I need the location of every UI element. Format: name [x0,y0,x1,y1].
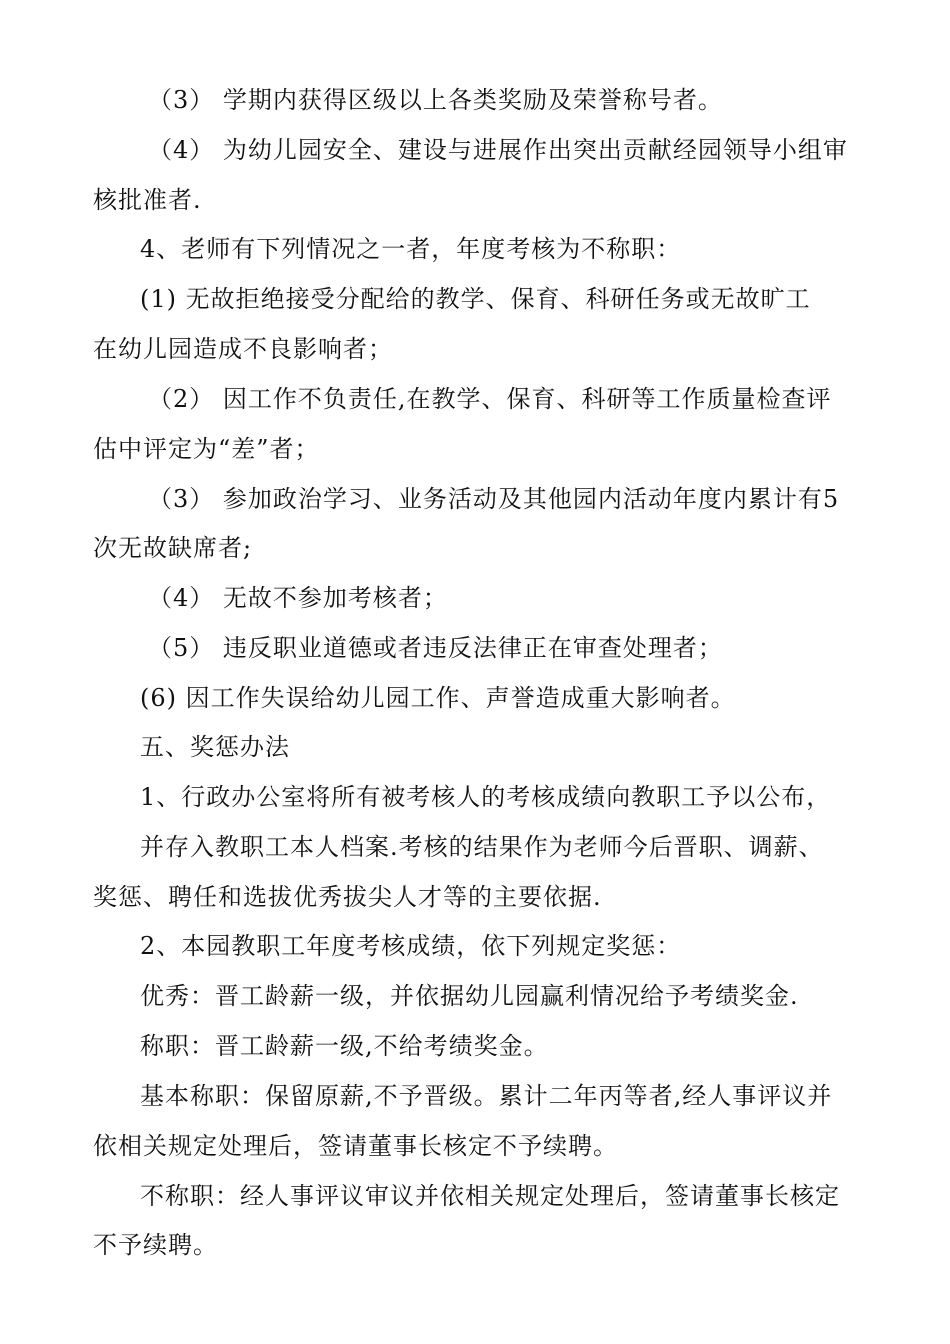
paragraph-line: 次无故缺席者; [93,534,253,562]
paragraph-line: 在幼儿园造成不良影响者； [93,335,393,363]
paragraph-line: 并存入教职工本人档案.考核的结果作为老师今后晋职、调薪、 [140,833,824,861]
paragraph-line: 2、本园教职工年度考核成绩，依下列规定奖惩： [140,932,682,960]
paragraph-line: 依相关规定处理后，签请董事长核定不予续聘。 [93,1132,618,1160]
paragraph-line: 估中评定为“差”者； [93,435,320,463]
paragraph-line: 基本称职：保留原薪,不予晋级。累计二年丙等者,经人事评议并 [140,1082,833,1110]
paragraph-line: 优秀：晋工龄薪一级，并依据幼儿园赢利情况给予考绩奖金. [140,982,799,1010]
paragraph-line: 称职：晋工龄薪一级,不给考绩奖金。 [140,1032,549,1060]
paragraph-line: （4） 无故不参加考核者； [148,584,448,612]
paragraph-line: 4、老师有下列情况之一者，年度考核为不称职： [140,235,682,263]
paragraph-line: （2） 因工作不负责任,在教学、保育、科研等工作质量检查评 [148,385,832,413]
paragraph-line: （3） 学期内获得区级以上各类奖励及荣誉称号者。 [148,86,723,114]
paragraph-line: （5） 违反职业道德或者违反法律正在审查处理者； [148,634,723,662]
paragraph-line: 1、行政办公室将所有被考核人的考核成绩向教职工予以公布， [140,783,832,811]
paragraph-line: (6) 因工作失误给幼儿园工作、声誉造成重大影响者。 [140,684,736,712]
paragraph-line: 奖惩、聘任和选拔优秀拔尖人才等的主要依据. [93,883,602,911]
paragraph-line: 不予续聘。 [93,1231,218,1259]
paragraph-line: 核批准者. [93,186,202,214]
paragraph-line: 不称职：经人事评议审议并依相关规定处理后，签请董事长核定 [140,1182,840,1210]
paragraph-line: （4） 为幼儿园安全、建设与进展作出突出贡献经园领导小组审 [148,136,848,164]
section-heading: 五、奖惩办法 [140,733,290,761]
paragraph-line: (1) 无故拒绝接受分配给的教学、保育、科研任务或无故旷工 [140,285,811,313]
paragraph-line: （3） 参加政治学习、业务活动及其他园内活动年度内累计有5 [148,485,840,513]
